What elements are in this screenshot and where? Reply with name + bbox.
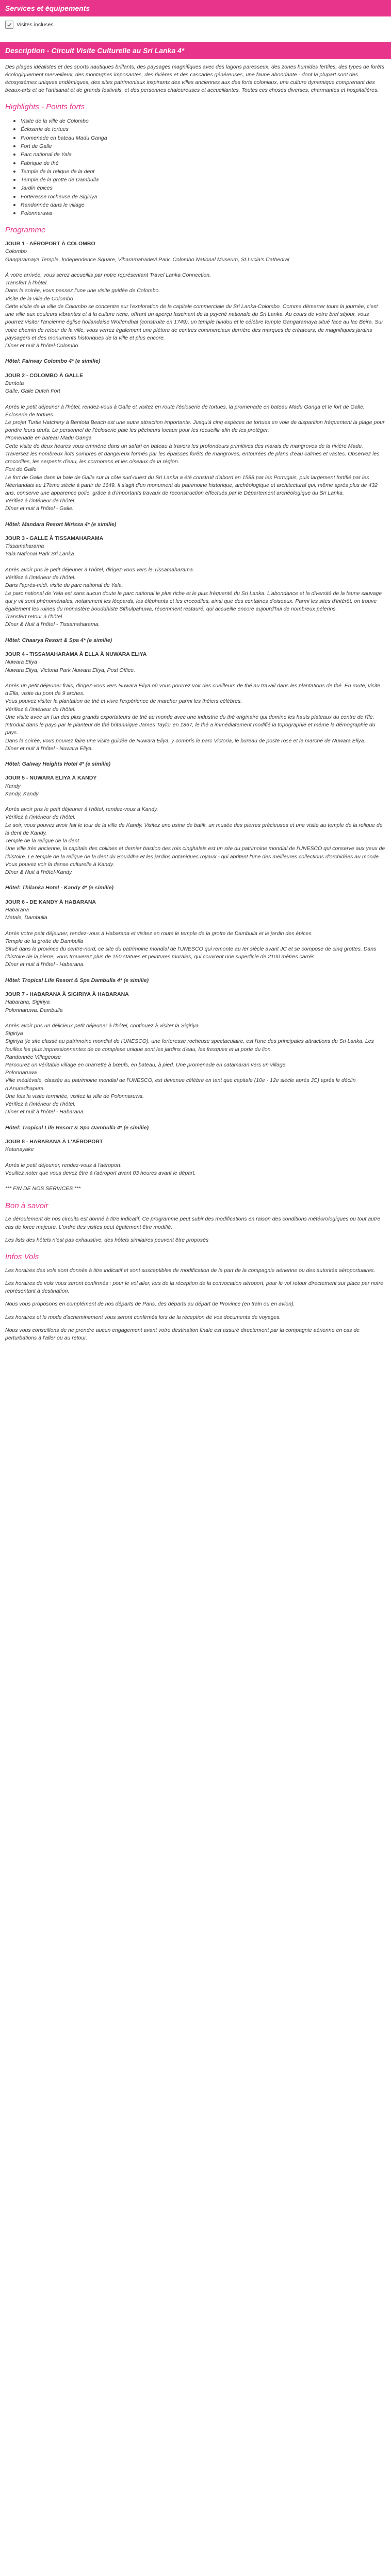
highlight-item: Temple de la relique de la dent: [21, 167, 386, 176]
programme-day: [5, 372, 386, 529]
day-text-line: [5, 922, 386, 929]
infos-vols-text: Les horaires des vols sont donnés à titre indicatif et sont susceptibles de modification de la part de la compagnie aérienne ou des autorités aéroportuaires.: [5, 1267, 376, 1274]
day-text-line: Écloserie de tortues: [5, 411, 53, 418]
highlight-item: Randonnée dans le village: [21, 201, 386, 209]
day-text-line: Parcourez un véritable village en charrette à bœufs, en bateau, à pied. Une promenade en catamaran vers un village.: [5, 1062, 287, 1069]
day-text-line: Après votre petit déjeuner, rendez-vous à Habarana et visitez en route le temple de la grotte de Dambulla et le jardin des épices.: [5, 930, 313, 937]
checkbox-icon: [5, 21, 13, 29]
day-text-line: Habarana, Sigiriya: [5, 999, 50, 1006]
highlight-item: Jardin épices: [21, 184, 386, 192]
day-text-line: Veuillez noter que vous devez être à l'aéroport avant 03 heures avant le départ.: [5, 1170, 196, 1176]
day-text-line: Dîner & Nuit à l'hôtel - Tissamaharama.: [5, 621, 100, 628]
bon-a-savoir-title: Bon à savoir: [5, 1201, 48, 1210]
infos-vols-content: [5, 1267, 386, 1343]
day-text-line: Cette visite de deux heures vous emmène dans un safari en bateau à travers les profondeurs primitives des marais de mangroves de la rivière Madu. Traversez les nombreux îlots sombres et dangereux formés par les épaisses forêts de mangroves, entourées de plans d'eau calmes et vastes. Observez les crocodiles, les serpents d'eau, les cormorans et les oiseaux de la région.: [5, 443, 380, 465]
day-text-line: Kandy: [5, 783, 21, 789]
day-text-line: Polonnaruwa, Dambulla: [5, 1007, 63, 1013]
day-text-line: Le soir, vous pouvez avoir fait le tour de la ville de Kandy. Visitez une usine de batik, un musée des pierres précieuses et une visite au temple de la relique de la dent de Kandy.: [5, 822, 383, 836]
day-text-line: [5, 1014, 386, 1022]
highlight-item: Visite de la ville de Colombo: [21, 117, 386, 125]
day-text-line: Après le petit déjeuner à l'hôtel, rendez-vous à Galle et visitez en route l'écloserie de tortues, la promenade en bateau Madu Ganga et le fort de Galle.: [5, 403, 365, 410]
programme-day: [5, 899, 386, 985]
day-text-line: Vous pouvez voir la danse culturelle à Kandy.: [5, 861, 115, 868]
day-hotel: Hôtel: Tropical Life Resort & Spa Dambulla 4* (e similie): [5, 977, 149, 984]
day-text-line: Tissamaharama: [5, 543, 44, 550]
day-text-line: Dans l'après-midi, visite du parc national de Yala.: [5, 582, 123, 589]
day-text-line: *** FIN DE NOS SERVICES ***: [5, 1185, 81, 1192]
day-text-line: Fort de Galle: [5, 466, 37, 473]
day-text-line: Le fort de Galle dans la baie de Galle sur la côte sud-ouest du Sri Lanka a été construit d'abord en 1588 par les Portugais, puis largement fortifié par les Néerlandais au 17ème siècle à partir de 1649. Il s'agit d'un monument du patrimoine historique, archéologique et architectural qui, même après plus de 432 ans, conserve une apparence polie, grâce à d'importants travaux de reconstruction effectués par le Département archéologique du Sri Lanka.: [5, 474, 378, 496]
day-hotel: Hôtel: Fairway Colombo 4* (e similie): [5, 358, 101, 365]
highlight-item: Fort de Galle: [21, 142, 386, 150]
day-title: JOUR 7 - HABARANA À SIGIRIYA À HABARANA: [5, 991, 129, 998]
day-text-line: Une fois la visite terminée, visitez la ville de Polonnaruwa.: [5, 1093, 144, 1099]
services-section-title: Services et équipements: [0, 0, 391, 16]
day-text-line: Visite de la ville de Colombo: [5, 295, 73, 302]
highlight-item: Temple de la grotte de Dambulla: [21, 176, 386, 184]
day-hotel: Hôtel: Chaarya Resort & Spa 4* (e similie): [5, 637, 112, 643]
day-text-line: Dîner & Nuit à l'hôtel-Kandy.: [5, 869, 73, 875]
day-title: JOUR 6 - DE KANDY À HABARANA: [5, 899, 96, 905]
day-text-line: Sigiriya: [5, 1030, 23, 1037]
day-hotel: Hôtel: Galway Heights Hotel 4* (e similie): [5, 761, 111, 768]
day-text-line: Vérifiez à l'intérieur de l'hôtel.: [5, 814, 76, 821]
day-title: JOUR 8 - HABARANA À L'AÉROPORT: [5, 1139, 103, 1145]
day-text-line: Temple de la relique de la dent: [5, 838, 79, 844]
day-text-line: [5, 558, 386, 566]
infos-vols-text: Nous vous proposons en complément de nos départs de Paris, des départs au départ de Province (en train ou en avion).: [5, 1301, 295, 1308]
highlight-item: Écloserie de tortues: [21, 125, 386, 133]
programme-day: [5, 535, 386, 645]
day-text-line: Après avoir pris le petit déjeuner à l'hôtel, dirigez-vous vers le Tissamaharama.: [5, 566, 194, 573]
day-text-line: Yala National Park Sri Lanka: [5, 551, 74, 557]
day-text-line: Dans la soirée, vous pouvez faire une visite guidée de Nuwara Eliya, y compris le parc Victoria, le bureau de poste rose et le marché de Nuwara Eliya.: [5, 737, 366, 744]
day-text-line: Dîner et nuit à l'hôtel - Nuwara Eliya.: [5, 745, 93, 752]
day-text-line: Promenade en bateau Madu Ganga: [5, 435, 92, 442]
day-title: JOUR 5 - NUWARA ELIYA À KANDY: [5, 775, 97, 782]
service-item-label: Visites incluses: [17, 21, 54, 28]
day-text-line: Colombo: [5, 248, 27, 255]
infos-vols-text: Les horaires et le mode d'acheminement vous seront confirmés lors de la réception de vos documents de voyages.: [5, 1314, 281, 1320]
highlight-item: Forteresse rocheuse de Sigiriya: [21, 193, 386, 201]
day-text-line: Bentota: [5, 380, 24, 386]
programme-day: [5, 1138, 386, 1193]
programme-day: [5, 651, 386, 768]
bon-a-savoir-content: [5, 1215, 386, 1244]
day-text-line: Vérifiez à l'intérieur de l'hôtel.: [5, 706, 76, 713]
day-hotel: Hôtel: Mandara Resort Mirissa 4* (e similie): [5, 521, 117, 528]
day-text-line: Après avoir pris un délicieux petit déjeuner à l'hôtel, continuez à visiter la Sigiriya.: [5, 1022, 200, 1029]
highlight-item: Polonnaruwa: [21, 209, 386, 217]
day-text-line: [5, 674, 386, 682]
day-text-line: Habarana: [5, 906, 29, 913]
day-text-line: Temple de la grotte de Dambulla: [5, 938, 84, 944]
day-text-line: Vérifiez à l'intérieur de l'hôtel.: [5, 498, 76, 504]
day-text-line: À votre arrivée, vous serez accueillis par notre représentant Travel Lanka Connection.: [5, 272, 211, 279]
highlights-list: [5, 117, 386, 217]
programme-day: [5, 991, 386, 1132]
day-text-line: Le projet Turtle Hatchery à Bentota Beach est une autre attraction importante. Jusqu'à cinq espèces de tortues en voie de disparition fréquentent la plage pour pondre leurs œufs. Le personnel de l'écloserie paie les pêcheurs locaux pour les recueillir afin de les protéger.: [5, 419, 385, 434]
day-title: JOUR 3 - GALLE À TISSAMAHARAMA: [5, 535, 104, 542]
day-text-line: Sigiriya (le site classé au patrimoine mondial de l'UNESCO), une forteresse rocheuse spectaculaire, est l'une des principales attractions du Sri Lanka. Les fouilles les plus impressionnantes de ce complexe unique sont les jardins d'eau, les fresques et la porte du lion.: [5, 1038, 374, 1053]
day-text-line: Vous pouvez visiter la plantation de thé et vivre l'expérience de marcher parmi les théiers célèbres.: [5, 698, 242, 705]
day-text-line: [5, 798, 386, 806]
bon-a-savoir-text: Le déroulement de nos circuits est donné à titre indicatif. Ce programme peut subir des modifications en raison des conditions météorologiques ou tout autre cas de force majeure. L'ordre des visites peut également être modifié.: [5, 1216, 381, 1230]
day-hotel: Hôtel: Tropical Life Resort & Spa Dambulla 4* (e similie): [5, 1124, 149, 1131]
day-text-line: Une visite avec un l'un des plus grands exportateurs de thé au monde avec une industrie du thé originaire qui domine les hauts plateaux du centre de l'île. Introduit dans le pays par le planteur de thé britannique James Taylor en 1867, le thé a immédiatement modifié la topographie et même la démographie du pays.: [5, 714, 376, 736]
programme-day: [5, 240, 386, 366]
day-text-line: Dîner et nuit à l'hôtel-Colombo.: [5, 343, 80, 349]
description-intro: Des plages idéalistes et des sports nautiques brillants, des paysages magnifiques avec des lagons paresseux, des zones humides fertiles, des types de forêts écologiquement merveilleux, des montagnes imposantes, des rivières et des cascades généreuses, une faune abondante - dont la plupart sont des écosystèmes uniques endémiques, des sites patrimoniaux inspirants des villes anciennes aux des forts coloniaux, une culture dynamique comprenant des beaux-arts et de l'artisanat et de grands festivals, et des personnes chaleureuses et accueillantes. Toutes ces choses diverses, charmantes et hospitalières.: [5, 63, 384, 94]
day-text-line: [5, 1154, 386, 1161]
day-text-line: Cette visite de la ville de Colombo se concentre sur l'exploration de la capitale commerciale du Sri Lanka-Colombo. Comme démarrer toute la journée, c'est une ville aux couleurs vibrantes et à la culture riche, offrant un aperçu fascinant de la psyché nationale du Sri Lanka. Au cours de votre bref séjour, vous pourrez visiter l'ancienne église hollandaise Wolfendhal (construite en 1749), un temple hindou et le célèbre temple Gangaramaya situé face au lac Beira. Sur votre chemin de retour de la ville, vous verrez également une plétore de centres commerciaux derrière des marques de créateurs, de magnifiques jardins paysagers et des monuments historiques de la ville et plus encore.: [5, 303, 383, 341]
bon-a-savoir-text: Les lists des hôtels n'est pas exhaustive, des hôtels similaires peuvent être proposés: [5, 1236, 209, 1243]
day-text-line: [5, 264, 386, 272]
day-text-line: Dîner et nuit à l'hôtel - Galle.: [5, 505, 74, 512]
day-text-line: Polonnaruwa: [5, 1070, 37, 1076]
day-title: JOUR 1 - AÉROPORT À COLOMBO: [5, 241, 95, 247]
day-text-line: [5, 395, 386, 403]
day-text-line: Matale, Dambulla: [5, 914, 47, 921]
highlights-title: Highlights - Points forts: [5, 103, 85, 112]
description-content: [0, 59, 391, 1363]
day-text-line: [5, 1177, 386, 1185]
day-text-line: Kandy, Kandy: [5, 790, 39, 797]
highlight-item: Fabrique de thé: [21, 159, 386, 167]
day-text-line: Le parc national de Yala est sans aucun doute le parc national le plus riche et le plus fréquenté du Sri Lanka. L'abondance et la diversité de la faune sauvage qui y vit sont phénoménales, notamment les léopards, les éléphants et les crocodiles, ainsi que des centaines d'oiseaux. Parmi les sites d'intérêt, on trouve également les ruines du monastère bouddhiste Sithulpahuwa, récemment restauré, qui accueille encore aujourd'hui de nombreux pèlerins.: [5, 590, 382, 612]
infos-vols-title: Infos Vols: [5, 1252, 39, 1261]
programme-title: Programme: [5, 226, 46, 235]
programme-days: [5, 240, 386, 1193]
day-text-line: Situé dans la province du centre-nord, ce site du patrimoine mondial de l'UNESCO qui remonte au Ier siècle avant JC et se compose de cinq grottes. Dans l'histoire de la pierre, vous trouverez plus de 150 statues et peintures murales, qui couvrent une superficie de 2100 mètres carrés.: [5, 945, 377, 960]
day-text-line: Transfert retour à l'hôtel.: [5, 614, 64, 620]
day-text-line: Après un petit déjeuner frais, dirigez-vous vers Nuwara Eliya où vous pourrez voir des cueilleurs de thé au travail dans les plantations de thé. En route, visite d'Ella, visite du pont de 9 arches.: [5, 682, 381, 697]
day-text-line: Vérifiez à l'intérieur de l'hôtel.: [5, 574, 76, 581]
day-title: JOUR 4 - TISSAMAHARAMA À ELLA À NUWARA ELIYA: [5, 651, 147, 658]
day-text-line: Ville médiévale, classée au patrimoine mondial de l'UNESCO, est devenue célèbre en tant que capitale (10e - 12e siècle après JC) après le déclin d'Anuradhapura.: [5, 1077, 356, 1092]
day-text-line: Dîner et nuit à l'hôtel - Habarana.: [5, 1109, 85, 1115]
day-text-line: Randonnée Villageoise: [5, 1054, 61, 1060]
highlight-item: Promenade en bateau Madu Ganga: [21, 134, 386, 142]
day-text-line: Une ville très ancienne, la capitale des collines et dernier bastion des rois cinghalais est un site du patrimoine mondial de l'UNESCO qui conserve aux yeux de l'histoire. Le temple de la relique de la dent du Bouddha et les jardins botaniques royaux - qui abritent l'une des meilleures collections d'orchidées au monde.: [5, 845, 385, 860]
day-text-line: Nuwara Eliya: [5, 659, 37, 666]
programme-day: [5, 774, 386, 892]
day-text-line: Après le petit déjeuner, rendez-vous à l'aéroport.: [5, 1162, 122, 1168]
description-section-title: Description - Circuit Visite Culturelle au Sri Lanka 4*: [0, 42, 391, 59]
day-title: JOUR 2 - COLOMBO À GALLE: [5, 372, 84, 379]
infos-vols-text: Nous vous conseillons de ne prendre aucun engagement avant votre destination finale est assuré directement par la compagnie aérienne en cas de perturbations à l'aller ou au retour.: [5, 1327, 360, 1341]
day-text-line: Vérifiez à l'intérieur de l'hôtel.: [5, 1101, 76, 1108]
infos-vols-text: Les horaires de vols vous seront confirmés : pour le vol aller, lors de la réception de la convocation aéroport, pour le vol retour directement sur place par notre représentant à destination.: [5, 1280, 384, 1295]
day-text-line: Katunayake: [5, 1146, 34, 1153]
day-hotel: Hôtel: Thilanka Hotel - Kandy 4* (e similie): [5, 885, 114, 891]
day-text-line: Dîner et nuit à l'hôtel - Habarana.: [5, 961, 85, 968]
day-text-line: Après avoir pris le petit déjeuner à l'hôtel, rendez-vous à Kandy.: [5, 806, 158, 813]
day-text-line: Gangaramaya Temple, Independence Square, Viharamahadevi Park, Colombo National Museum, St.Lucia's Cathedral: [5, 256, 289, 263]
services-list: [0, 16, 391, 34]
day-text-line: Dans la soirée, vous passez l'une une visite guidée de Colombo.: [5, 287, 160, 294]
day-text-line: Galle, Galle Dutch Fort: [5, 388, 60, 395]
highlight-item: Parc national de Yala: [21, 150, 386, 159]
day-text-line: Nuwara Eliya, Victoria Park Nuwara Eliya, Post Office.: [5, 667, 135, 673]
day-text-line: Transfert à l'hôtel.: [5, 280, 48, 286]
